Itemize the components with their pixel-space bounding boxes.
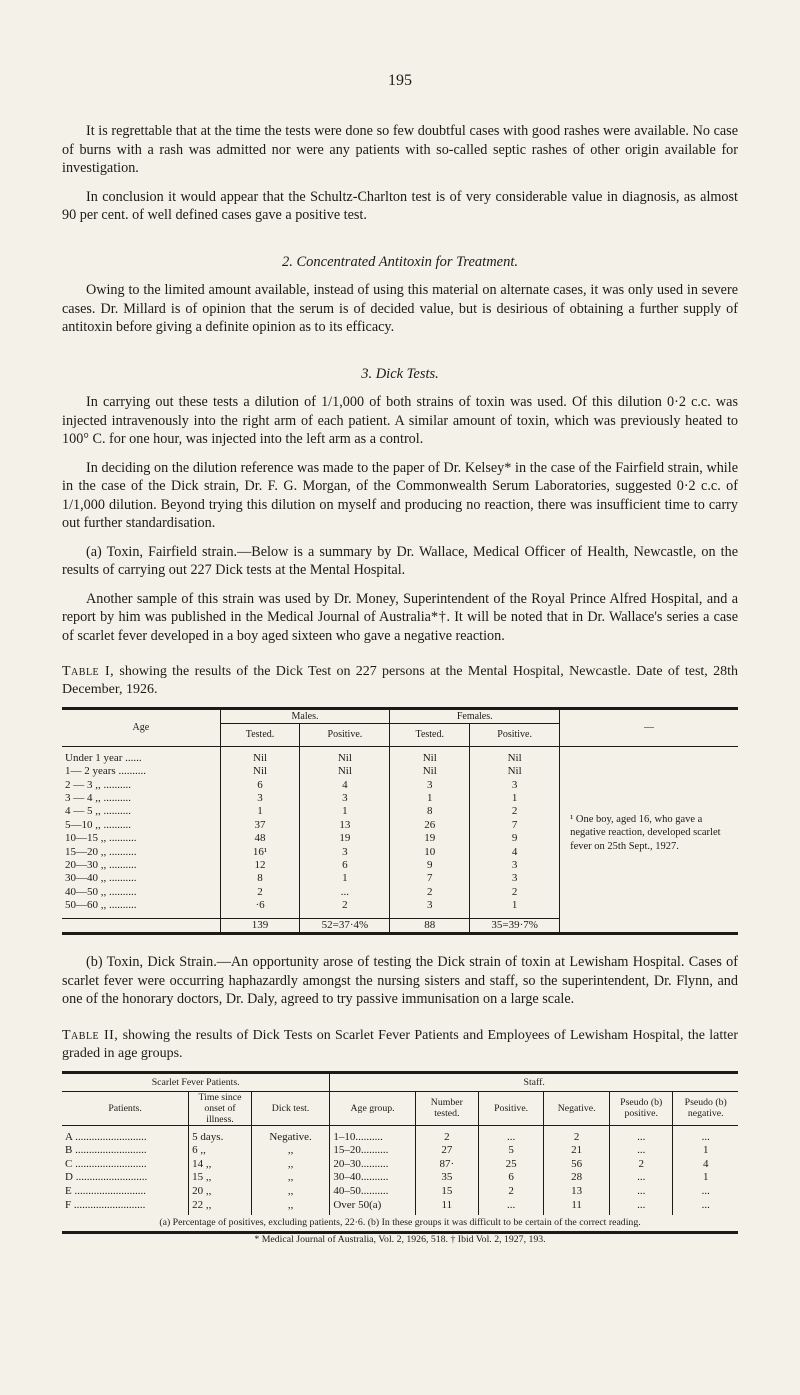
section-heading: 3. Dick Tests.: [361, 365, 439, 382]
patient-cell: E ..........................: [65, 1184, 146, 1197]
col-header-tested: Tested.: [390, 724, 470, 746]
total-males-tested: 139: [220, 918, 300, 933]
pseudo-negative-cell: ...: [673, 1199, 738, 1216]
females-tested-cell: 19: [390, 832, 470, 845]
males-tested-cell: ·6: [220, 899, 300, 918]
number-tested-cell: 35: [415, 1171, 478, 1185]
patient-cell: D ..........................: [65, 1171, 148, 1184]
age-group-cell: 15–20..........: [330, 1144, 415, 1158]
pseudo-positive-cell: ...: [610, 1144, 673, 1158]
females-positive-cell: 9: [470, 832, 560, 845]
females-tested-cell: 1: [390, 792, 470, 805]
positive-cell: 25: [478, 1158, 543, 1172]
dick-test-cell: ,,: [251, 1185, 330, 1199]
age-cell: 3 — 4 ,, ..........: [65, 792, 131, 805]
females-tested-cell: 2: [390, 886, 470, 899]
table-note: [560, 746, 738, 918]
males-tested-cell: 37: [220, 819, 300, 832]
males-tested-cell: Nil: [220, 765, 300, 778]
patient-cell: A ..........................: [65, 1130, 147, 1143]
pseudo-positive-cell: ...: [610, 1125, 673, 1144]
females-tested-cell: Nil: [390, 765, 470, 778]
table-title: Table I, showing the results of the Dick Test on 227 persons at the Mental Hospital, Newcastle. Date of test, 28th December, 1926.: [62, 664, 738, 697]
table-dick-test-newcastle: [62, 707, 738, 935]
negative-cell: 21: [544, 1144, 610, 1158]
males-positive-cell: 4: [300, 779, 390, 792]
age-cell: Under 1 year ......: [65, 751, 142, 764]
negative-cell: 13: [544, 1185, 610, 1199]
males-tested-cell: 48: [220, 832, 300, 845]
table-row: [62, 746, 738, 765]
males-positive-cell: 1: [300, 872, 390, 885]
positive-cell: ...: [478, 1125, 543, 1144]
references-footnote: * Medical Journal of Australia, Vol. 2, 1926, 518. † Ibid Vol. 2, 1927, 193.: [254, 1234, 546, 1246]
males-positive-cell: 2: [300, 899, 390, 918]
age-group-cell: 1–10..........: [330, 1125, 415, 1144]
pseudo-negative-cell: ...: [673, 1125, 738, 1144]
paragraph: (b) Toxin, Dick Strain.—An opportunity arose of testing the Dick strain of toxin at Lewisham Hospital. Cases of scarlet fever were occurring haphazardly amongst the nursing sisters and staff, so the superintendent, Dr. Flynn, and one of the honorary doctors, Dr. Daly, agreed to try passive immunisation on a large scale.: [62, 954, 738, 1008]
pseudo-positive-cell: ...: [610, 1185, 673, 1199]
time-cell: 15 ,,: [189, 1171, 252, 1185]
females-tested-cell: 8: [390, 805, 470, 818]
table-note-text: ¹ One boy, aged 16, who gave a negative reaction, developed scarlet fever on 25th Sept., 1927.: [570, 813, 721, 852]
pseudo-positive-cell: ...: [610, 1171, 673, 1185]
dick-test-cell: ,,: [251, 1199, 330, 1216]
males-tested-cell: 1: [220, 805, 300, 818]
age-group-cell: 30–40..........: [330, 1171, 415, 1185]
col-header-tested: Tested.: [220, 724, 300, 746]
table-label: Table I,: [62, 664, 115, 679]
males-tested-cell: 12: [220, 859, 300, 872]
males-tested-cell: 6: [220, 779, 300, 792]
age-cell: 15—20 ,, ..........: [65, 845, 137, 858]
age-group-cell: Over 50(a): [330, 1199, 415, 1216]
males-positive-cell: 19: [300, 832, 390, 845]
males-tested-cell: 2: [220, 886, 300, 899]
females-positive-cell: 4: [470, 846, 560, 859]
col-header-time: Time since onset of illness.: [189, 1091, 252, 1125]
age-cell: 20—30 ,, ..........: [65, 859, 137, 872]
pseudo-negative-cell: 1: [673, 1171, 738, 1185]
table-row: [62, 1185, 738, 1199]
males-positive-cell: 1: [300, 805, 390, 818]
col-header-number: Number tested.: [415, 1091, 478, 1125]
col-header-pseudo-negative: Pseudo (b) negative.: [673, 1091, 738, 1125]
patient-cell: F ..........................: [65, 1198, 146, 1211]
paragraph: Another sample of this strain was used by Dr. Money, Superintendent of the Royal Prince Alfred Hospital, and a report by him was published in the Medical Journal of Australia*†. It will be noted that in Dr. Wallace's series a case of scarlet fever developed in a boy aged sixteen who gave a negative reaction.: [62, 590, 738, 644]
time-cell: 6 ,,: [189, 1144, 252, 1158]
pseudo-negative-cell: ...: [673, 1185, 738, 1199]
col-header-notes: —: [560, 709, 738, 747]
females-positive-cell: Nil: [470, 765, 560, 778]
number-tested-cell: 11: [415, 1199, 478, 1216]
females-positive-cell: 7: [470, 819, 560, 832]
col-header-females: Females.: [390, 709, 560, 724]
males-positive-cell: ...: [300, 886, 390, 899]
pseudo-negative-cell: 1: [673, 1144, 738, 1158]
number-tested-cell: 2: [415, 1125, 478, 1144]
paragraph: In carrying out these tests a dilution of 1/1,000 of both strains of toxin was used. Of this dilution 0·2 c.c. was injected intravenously into the right arm of each patient. A similar amount of toxin, which was previously heated to 100° C. for one hour, was injected into the left arm as a control.: [62, 394, 738, 447]
age-group-cell: 20–30..........: [330, 1158, 415, 1172]
females-tested-cell: Nil: [390, 746, 470, 765]
group-header-patients: Scarlet Fever Patients.: [62, 1072, 330, 1091]
number-tested-cell: 27: [415, 1144, 478, 1158]
age-cell: 40—50 ,, ..........: [65, 885, 137, 898]
col-header-age: Age: [62, 709, 220, 747]
negative-cell: 56: [544, 1158, 610, 1172]
time-cell: 20 ,,: [189, 1185, 252, 1199]
negative-cell: 28: [544, 1171, 610, 1185]
age-cell: 5—10 ,, ..........: [65, 818, 131, 831]
pseudo-positive-cell: ...: [610, 1199, 673, 1216]
females-positive-cell: 2: [470, 886, 560, 899]
males-positive-cell: Nil: [300, 746, 390, 765]
males-tested-cell: 16¹: [220, 846, 300, 859]
females-positive-cell: 3: [470, 872, 560, 885]
age-cell: 2 — 3 ,, ..........: [65, 778, 131, 791]
time-cell: 22 ,,: [189, 1199, 252, 1216]
males-positive-cell: 6: [300, 859, 390, 872]
males-tested-cell: Nil: [220, 746, 300, 765]
females-tested-cell: 26: [390, 819, 470, 832]
males-tested-cell: 8: [220, 872, 300, 885]
males-positive-cell: 13: [300, 819, 390, 832]
paragraph: Owing to the limited amount available, instead of using this material on alternate cases, it was only used in severe cases. Dr. Millard is of opinion that the serum is of decided value, but is desirious of obtaining a further supply of antitoxin before giving a definite opinion as to its efficacy.: [62, 282, 738, 335]
time-cell: 14 ,,: [189, 1158, 252, 1172]
total-females-tested: 88: [390, 918, 470, 933]
negative-cell: 2: [544, 1125, 610, 1144]
group-header-staff: Staff.: [330, 1072, 738, 1091]
age-cell: 50—60 ,, ..........: [65, 899, 137, 912]
positive-cell: 2: [478, 1185, 543, 1199]
table-row: [62, 1144, 738, 1158]
col-header-age-group: Age group.: [330, 1091, 415, 1125]
page-number: 195: [388, 72, 412, 89]
col-header-positive: Positive.: [300, 724, 390, 746]
males-positive-cell: Nil: [300, 765, 390, 778]
table-row: [62, 1199, 738, 1216]
paragraph: In conclusion it would appear that the Schultz-Charlton test is of very considerable value in diagnosis, as almost 90 per cent. of well defined cases gave a positive test.: [62, 188, 738, 223]
males-positive-cell: 3: [300, 846, 390, 859]
age-cell: 30—40 ,, ..........: [65, 872, 137, 885]
age-cell: 1— 2 years ..........: [65, 765, 146, 778]
females-positive-cell: 2: [470, 805, 560, 818]
total-males-positive: 52=37·4%: [300, 918, 390, 933]
col-header-positive: Positive.: [470, 724, 560, 746]
females-tested-cell: 10: [390, 846, 470, 859]
paragraph: (a) Toxin, Fairfield strain.—Below is a summary by Dr. Wallace, Medical Officer of Health, Newcastle, on the results of carrying out 227 Dick tests at the Mental Hospital.: [62, 543, 738, 578]
number-tested-cell: 15: [415, 1185, 478, 1199]
patient-cell: C ..........................: [65, 1157, 147, 1170]
females-positive-cell: 3: [470, 859, 560, 872]
time-cell: 5 days.: [189, 1125, 252, 1144]
negative-cell: 11: [544, 1199, 610, 1216]
positive-cell: 5: [478, 1144, 543, 1158]
females-tested-cell: 7: [390, 872, 470, 885]
total-females-positive: 35=39·7%: [470, 918, 560, 933]
females-positive-cell: 1: [470, 792, 560, 805]
positive-cell: 6: [478, 1171, 543, 1185]
dick-test-cell: Negative.: [251, 1125, 330, 1144]
dick-test-cell: ,,: [251, 1171, 330, 1185]
positive-cell: ...: [478, 1199, 543, 1216]
age-cell: 4 — 5 ,, ..........: [65, 805, 131, 818]
col-header-patients: Patients.: [62, 1091, 189, 1125]
paragraph: It is regrettable that at the time the tests were done so few doubtful cases with good rashes were available. No case of burns with a rash was admitted nor were any patients with so-called septic rashes of other origin available for investigation.: [62, 123, 738, 176]
females-tested-cell: 3: [390, 779, 470, 792]
table-row: [62, 1125, 738, 1144]
age-cell: 10—15 ,, ..........: [65, 832, 137, 845]
males-tested-cell: 3: [220, 792, 300, 805]
females-tested-cell: 9: [390, 859, 470, 872]
table-row: [62, 1158, 738, 1172]
females-positive-cell: 1: [470, 899, 560, 918]
age-group-cell: 40–50..........: [330, 1185, 415, 1199]
pseudo-negative-cell: 4: [673, 1158, 738, 1172]
table-title: Table II, showing the results of Dick Tests on Scarlet Fever Patients and Employees of Lewisham Hospital, the latter graded in age groups.: [62, 1027, 738, 1061]
table-row: [62, 1171, 738, 1185]
table-footnote: (a) Percentage of positives, excluding patients, 22·6. (b) In these groups it was difficult to be certain of the correct reading.: [62, 1217, 738, 1234]
section-heading: 2. Concentrated Antitoxin for Treatment.: [281, 253, 518, 270]
dick-test-cell: ,,: [251, 1158, 330, 1172]
paragraph: In deciding on the dilution reference was made to the paper of Dr. Kelsey* in the case of the Fairfield strain, while in the case of the Dick strain, Dr. F. G. Morgan, of the Commonwealth Serum Laboratories, suggested 0·2 c.c. of 1/1,000 dilution. Beyond trying this dilution on myself and producing no reaction, there was insufficient time to carry out further standardisation.: [62, 459, 738, 531]
males-positive-cell: 3: [300, 792, 390, 805]
col-header-positive: Positive.: [478, 1091, 543, 1125]
number-tested-cell: 87·: [415, 1158, 478, 1172]
patient-cell: B ..........................: [65, 1144, 147, 1157]
females-positive-cell: Nil: [470, 746, 560, 765]
col-header-males: Males.: [220, 709, 390, 724]
col-header-negative: Negative.: [544, 1091, 610, 1125]
dick-test-cell: ,,: [251, 1144, 330, 1158]
table-label: Table II,: [62, 1027, 119, 1043]
females-positive-cell: 3: [470, 779, 560, 792]
females-tested-cell: 3: [390, 899, 470, 918]
col-header-dick: Dick test.: [251, 1091, 330, 1125]
pseudo-positive-cell: 2: [610, 1158, 673, 1172]
table-dick-test-lewisham: [62, 1071, 738, 1216]
col-header-pseudo-positive: Pseudo (b) positive.: [610, 1091, 673, 1125]
